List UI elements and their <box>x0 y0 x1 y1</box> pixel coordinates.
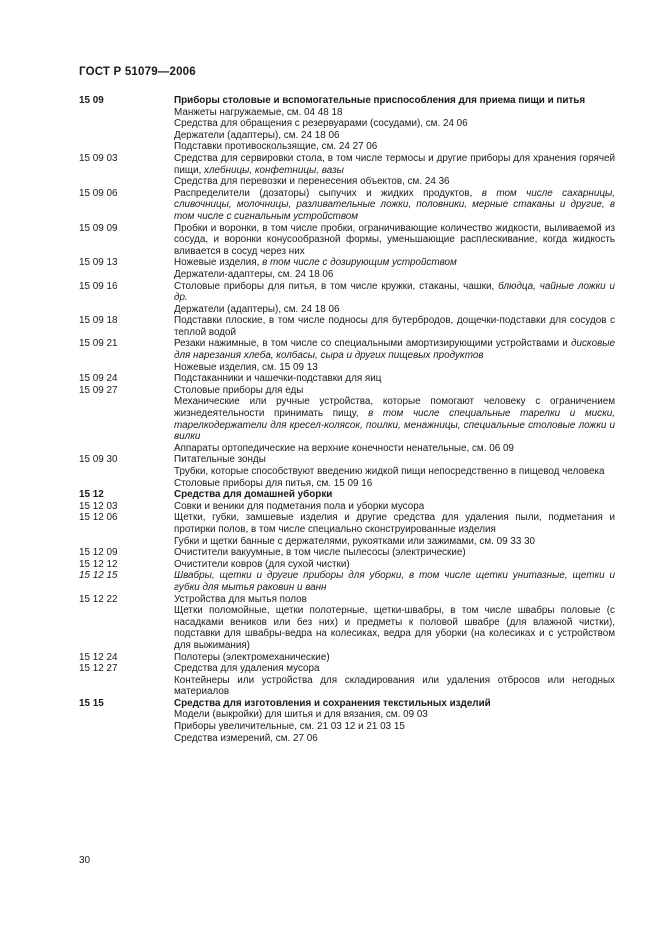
entry-code <box>79 466 174 478</box>
entry-row <box>79 478 615 490</box>
entry-row <box>79 269 615 281</box>
entry-code <box>79 675 174 698</box>
entry-row <box>79 443 615 455</box>
entry-text-segment: Губки и щетки банные с держателями, рукоятками или зажимами, см. 09 33 30 <box>174 535 536 547</box>
entry-code: 15 12 22 <box>79 593 118 605</box>
entry-code: 15 12 03 <box>79 500 118 512</box>
entry-text <box>174 675 615 698</box>
entry-row <box>79 223 615 258</box>
document-header: ГОСТ Р 51079—2006 <box>79 66 196 78</box>
entry-code: 15 15 <box>79 697 104 709</box>
entry-text <box>174 385 615 397</box>
entry-text <box>174 663 615 675</box>
entry-text <box>174 443 615 455</box>
entry-code: 15 12 24 <box>79 651 118 663</box>
entry-row <box>79 130 615 142</box>
entry-text <box>174 130 615 142</box>
entry-text-segment: Ножевые изделия, <box>174 257 263 269</box>
entry-row <box>79 396 615 442</box>
entry-row <box>79 362 615 374</box>
entry-text <box>174 709 615 721</box>
entry-text-segment: Полотеры (электромеханические) <box>174 651 330 663</box>
entry-code <box>79 478 174 490</box>
entry-text-segment: Приборы столовые и вспомогательные приспособления для приема пищи и питья <box>174 95 586 106</box>
entry-text <box>174 257 615 269</box>
entry-text <box>174 396 615 442</box>
entry-text <box>174 652 615 664</box>
entry-row <box>79 304 615 316</box>
entry-text-segment: Держатели-адаптеры, см. 24 18 06 <box>174 268 334 280</box>
entry-text <box>174 489 615 501</box>
entry-text <box>174 315 615 338</box>
entry-row <box>79 338 615 361</box>
entry-row <box>79 385 615 397</box>
entry-text-segment: Питательные зонды <box>174 454 266 466</box>
entry-row <box>79 141 615 153</box>
entry-text <box>174 454 615 466</box>
entry-code: 15 09 09 <box>79 222 118 234</box>
entry-text-segment: Приборы увеличительные, см. 21 03 12 и 21 03 15 <box>174 721 405 733</box>
entry-text-segment: Столовые приборы для питья, в том числе кружки, стаканы, чашки, <box>174 280 499 292</box>
entry-code: 15 09 27 <box>79 384 118 396</box>
entry-text-segment: Трубки, которые способствуют введению жидкой пищи непосредственно в пищевод человека <box>174 466 605 477</box>
entry-row <box>79 594 615 606</box>
entry-text <box>174 536 615 548</box>
entry-row <box>79 652 615 664</box>
entry-text <box>174 605 615 651</box>
entry-code: 15 12 15 <box>79 570 118 582</box>
entry-text-segment: Устройства для мытья полов <box>174 593 307 605</box>
entry-text-segment: Средства для удаления мусора <box>174 663 320 675</box>
entry-text <box>174 176 615 188</box>
entry-row <box>79 559 615 571</box>
entry-code: 15 09 24 <box>79 373 118 385</box>
entry-code: 15 09 13 <box>79 257 118 269</box>
entry-code: 15 12 06 <box>79 512 118 524</box>
entry-row <box>79 188 615 223</box>
entry-text-italic: в том числе с дозирующим устройством <box>262 257 457 269</box>
entry-code <box>79 396 174 442</box>
entry-code: 15 09 30 <box>79 454 118 466</box>
entry-code <box>79 130 174 142</box>
entry-code <box>79 536 174 548</box>
entry-text <box>174 153 615 176</box>
entry-text <box>174 733 615 745</box>
entry-code <box>79 605 174 651</box>
section-heading-row <box>79 698 615 710</box>
entry-row <box>79 570 615 593</box>
entry-text-segment: Совки и веники для подметания пола и уборки мусора <box>174 500 425 512</box>
entry-row <box>79 107 615 119</box>
entry-row <box>79 675 615 698</box>
entry-text-segment: Средства для сервировки стола, в том числе термосы и другие приборы для хранения горячей пищи, <box>174 152 615 176</box>
entry-text <box>174 721 615 733</box>
entry-code: 15 09 16 <box>79 280 118 292</box>
entry-text-segment: Резаки нажимные, в том числе со специальными амортизирующими устройствами и <box>174 338 572 350</box>
entry-text <box>174 373 615 385</box>
entry-text <box>174 141 615 153</box>
entry-row <box>79 547 615 559</box>
entry-text-segment: Манжеты нагружаемые, см. 04 48 18 <box>174 106 343 118</box>
entry-row <box>79 281 615 304</box>
entry-code: 15 09 21 <box>79 338 118 350</box>
entry-text-segment: Модели (выкройки) для шитья и для вязания, см. 09 03 <box>174 709 428 721</box>
entry-text <box>174 269 615 281</box>
entry-code <box>79 141 174 153</box>
entry-text <box>174 118 615 130</box>
entry-text <box>174 281 615 304</box>
entry-text-segment: Механические или ручные устройства, которые помогают человеку с ограничением жизнедеятельности принимать пищу, <box>174 396 615 420</box>
entry-text <box>174 501 615 513</box>
entry-code <box>79 443 174 455</box>
entry-text-italic: Швабры, щетки и другие приборы для уборки, в том числе щетки унитазные, щетки и губки для мытья раковин и ванн <box>174 570 615 593</box>
entry-text-segment: Держатели (адаптеры), см. 24 18 06 <box>174 129 340 141</box>
entry-row <box>79 118 615 130</box>
entry-row <box>79 605 615 651</box>
entry-row <box>79 466 615 478</box>
entry-code <box>79 107 174 119</box>
entry-code <box>79 733 174 745</box>
entry-text-italic: дисковые для нарезания хлеба, колбасы, сыра и других пищевых продуктов <box>174 338 615 362</box>
entry-row <box>79 176 615 188</box>
entry-text <box>174 547 615 559</box>
entry-text-segment: Контейнеры или устройства для складирования или удаления отбросов или негодных материалов <box>174 674 615 698</box>
entry-text-segment: Средства для обращения с резервуарами (сосудами), см. 24 06 <box>174 118 468 130</box>
entry-text-segment: Подставки плоские, в том числе подносы для бутербродов, дощечки-подставки для сосудов с теплой водой <box>174 315 615 338</box>
entry-text <box>174 304 615 316</box>
entry-text <box>174 512 615 535</box>
entry-text-segment: Очистители ковров (для сухой чистки) <box>174 558 350 570</box>
entry-row <box>79 663 615 675</box>
entry-text-segment: Щетки, губки, замшевые изделия и другие средства для удаления пыли, подметания и протирки полов, в том числе специально сконструированные изделия <box>174 512 615 535</box>
entry-row <box>79 153 615 176</box>
entry-code <box>79 304 174 316</box>
entry-row <box>79 315 615 338</box>
entry-code <box>79 176 174 188</box>
entry-row <box>79 721 615 733</box>
entry-text-segment: Ножевые изделия, см. 15 09 13 <box>174 361 318 373</box>
entry-code <box>79 721 174 733</box>
entry-row <box>79 536 615 548</box>
entry-code: 15 12 12 <box>79 558 118 570</box>
entry-text <box>174 362 615 374</box>
entry-text <box>174 466 615 478</box>
entry-text-segment: Щетки поломойные, щетки полотерные, щетки-швабры, в том числе швабры половые (с насадками веников или без них) и предметы к половой швабре (для влажной чистки), подставки для швабры-ведра на колесиках, ведра для уборки (на колесиках и с устройством для выжимания) <box>174 605 615 651</box>
entry-text-segment: Подставки противоскользящие, см. 24 27 06 <box>174 141 378 153</box>
entry-text-segment: Средства для перевозки и перенесения объектов, см. 24 36 <box>174 176 450 188</box>
entry-code: 15 09 18 <box>79 315 118 327</box>
entry-text-segment: Распределители (дозаторы) сыпучих и жидких продуктов, <box>174 187 482 199</box>
entry-text-italic: хлебницы, конфетницы, вазы <box>204 164 344 176</box>
classification-list <box>79 95 615 744</box>
entry-text <box>174 594 615 606</box>
entry-text <box>174 188 615 223</box>
entry-text-segment: Подстаканники и чашечки-подставки для яиц <box>174 373 382 385</box>
entry-code: 15 09 03 <box>79 152 118 164</box>
entry-code: 15 12 <box>79 489 104 501</box>
entry-text-italic: блюдца, чайные ложки и др. <box>174 280 616 304</box>
page-number: 30 <box>79 855 91 866</box>
entry-row <box>79 373 615 385</box>
entry-text <box>174 559 615 571</box>
entry-row <box>79 454 615 466</box>
entry-row <box>79 733 615 745</box>
entry-text <box>174 570 615 593</box>
entry-code <box>79 118 174 130</box>
entry-row <box>79 501 615 513</box>
entry-row <box>79 257 615 269</box>
entry-text-segment: Средства измерений, см. 27 06 <box>174 732 318 744</box>
entry-text-italic: в том числе специальные тарелки и миски, тарелкодержатели для кресел-колясок, поилки, менажницы, специальные столовые ложки и вилки <box>174 408 615 443</box>
entry-code <box>79 362 174 374</box>
entry-text-segment: Аппараты ортопедические на верхние конечности ненательные, см. 06 09 <box>174 442 514 454</box>
entry-text-segment: Средства для домашней уборки <box>174 489 333 501</box>
entry-text-segment: Пробки и воронки, в том числе пробки, ограничивающие количество жидкости, выливаемой из сосуда, и воронки конусообразной формы, уменьшающие расплескивание, когда жидкость вливается в сосуд через них <box>174 222 615 257</box>
entry-code: 15 12 27 <box>79 663 118 675</box>
entry-text-segment: Столовые приборы для питья, см. 15 09 16 <box>174 477 373 489</box>
entry-code: 15 09 <box>79 95 104 106</box>
entry-row <box>79 512 615 535</box>
entry-text-segment: Очистители вакуумные, в том числе пылесосы (электрические) <box>174 547 466 559</box>
entry-text <box>174 107 615 119</box>
entry-text <box>174 95 615 107</box>
entry-row <box>79 709 615 721</box>
entry-code <box>79 269 174 281</box>
entry-text <box>174 698 615 710</box>
entry-text <box>174 478 615 490</box>
entry-text <box>174 338 615 361</box>
entry-text-segment: Столовые приборы для еды <box>174 384 304 396</box>
entry-code <box>79 709 174 721</box>
entry-text-segment: Средства для изготовления и сохранения текстильных изделий <box>174 697 491 709</box>
section-heading-row <box>79 95 615 107</box>
entry-code: 15 12 09 <box>79 547 118 559</box>
entry-text-segment: Держатели (адаптеры), см. 24 18 06 <box>174 303 340 315</box>
entry-text-italic: в том числе сахарницы, сливочницы, молочницы, разливательные ложки, половники, мерные стаканы и другие, в том числе с сигнальным устройством <box>174 187 615 222</box>
section-heading-row <box>79 489 615 501</box>
entry-code: 15 09 06 <box>79 187 118 199</box>
entry-text <box>174 223 615 258</box>
